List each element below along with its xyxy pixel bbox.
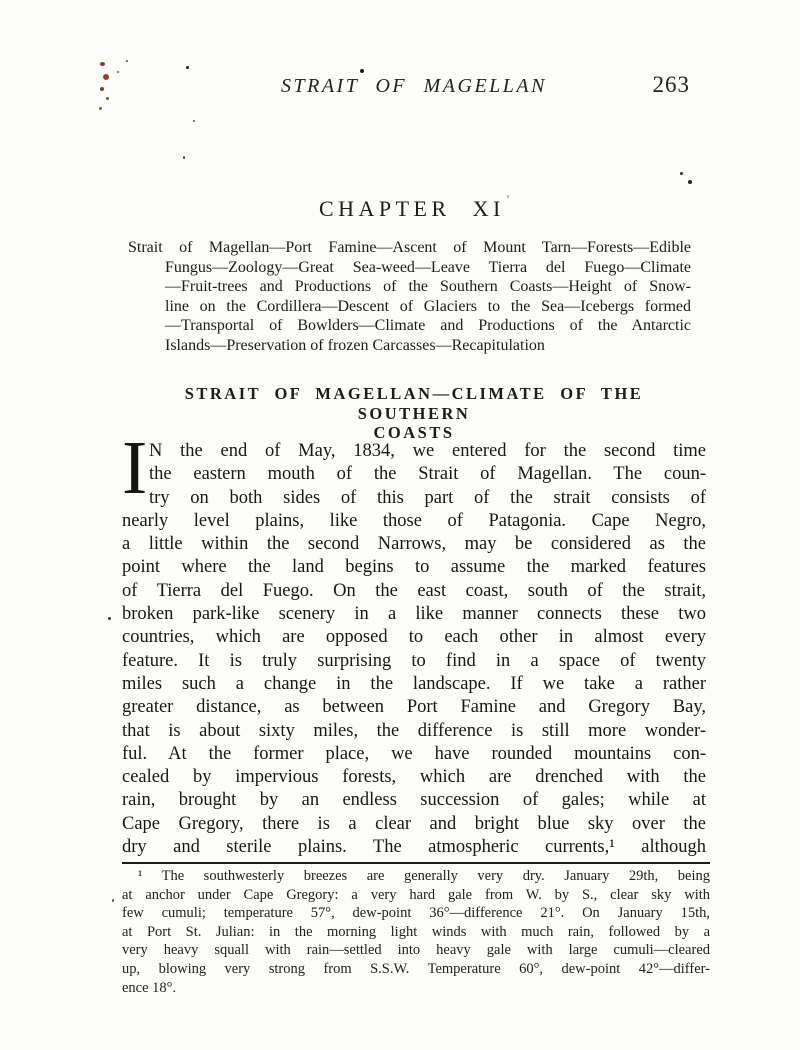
scan-speck (186, 66, 189, 69)
chapter-title (122, 192, 706, 222)
running-header-title: STRAIT OF MAGELLAN (281, 75, 547, 97)
body-line: dry and sterile plains. The atmospheric currents,¹ although (122, 837, 706, 858)
scan-speck (193, 120, 195, 122)
body-line: N the end of May, 1834, we entered for the second time (149, 441, 706, 461)
summary-line: —Fruit-trees and Productions of the Southern Coasts—Height of Snow- (165, 278, 691, 295)
foxing-speck (100, 62, 105, 66)
chapter-title-mark: ' (506, 192, 510, 206)
footnote-line: ¹ The southwesterly breezes are generally very dry. January 29th, being (138, 868, 710, 884)
body-line: greater distance, as between Port Famine and Gregory Bay, (122, 697, 706, 718)
body-line: cealed by impervious forests, which are drenched with the (122, 767, 706, 788)
foxing-speck (126, 60, 128, 62)
scan-speck (183, 156, 185, 159)
foxing-speck (103, 74, 109, 80)
summary-line: Fungus—Zoology—Great Sea-weed—Leave Tierra del Fuego—Climate (165, 258, 691, 276)
foxing-speck (100, 87, 104, 91)
summary-line: line on the Cordillera—Descent of Glaciers to the Sea—Icebergs formed (165, 297, 691, 315)
scan-speck (688, 180, 692, 184)
footnote-line: at anchor under Cape Gregory: a very hard gale from W. by S., clear sky with (122, 886, 710, 903)
scan-speck (112, 899, 114, 902)
scan-speck (360, 69, 364, 73)
body-line: miles such a change in the landscape. If we take a rather (122, 673, 706, 694)
summary-line: —Transportal of Bowlders—Climate and Productions of the Antarctic (165, 317, 691, 334)
section-heading (122, 384, 706, 443)
section-heading-line2: COASTS (373, 423, 455, 442)
running-header (122, 72, 706, 98)
scan-speck (108, 617, 111, 620)
body-line: of Tierra del Fuego. On the east coast, south of the strait, (122, 580, 706, 601)
scan-speck (680, 172, 683, 175)
summary-line: Islands—Preservation of frozen Carcasses—Recapitulation (165, 336, 545, 354)
summary-line: Strait of Magellan—Port Famine—Ascent of Mount Tarn—Forests—Edible (128, 239, 691, 256)
footnote-rule (122, 862, 710, 864)
body-paragraph (122, 426, 706, 859)
page-number: 263 (652, 72, 690, 97)
chapter-summary (128, 238, 691, 355)
chapter-title-text: CHAPTER XI (318, 196, 505, 221)
body-line: broken park-like scenery in a like manner connects these two (122, 604, 706, 625)
body-line: a little within the second Narrows, may be considered as the (122, 534, 706, 555)
body-line: that is about sixty miles, the difference is still more wonder- (122, 720, 706, 741)
body-line: rain, brought by an endless succession of gales; while at (122, 790, 706, 811)
foxing-speck (106, 97, 109, 100)
body-line: nearly level plains, like those of Patagonia. Cape Negro, (122, 510, 706, 531)
footnote-line: very heavy squall with rain—settled into heavy gale with large cumuli—cleared (122, 942, 710, 959)
body-line: the eastern mouth of the Strait of Magellan. The coun- (149, 464, 706, 485)
footnote-line: ence 18°. (122, 979, 177, 996)
footnote-line: up, blowing very strong from S.S.W. Temperature 60°, dew-point 42°—differ- (122, 960, 710, 977)
footnote-line: at Port St. Julian: in the morning light winds with much rain, followed by a (122, 923, 710, 940)
section-heading-line1: STRAIT OF MAGELLAN—CLIMATE OF THE SOUTHERN (184, 384, 644, 423)
body-line: Cape Gregory, there is a clear and bright blue sky over the (122, 813, 706, 834)
footnote (122, 867, 710, 997)
body-line: countries, which are opposed to each other in almost every (122, 627, 706, 648)
body-line: ful. At the former place, we have rounded mountains con- (122, 743, 706, 764)
body-line: try on both sides of this part of the strait consists of (149, 487, 706, 508)
foxing-speck (99, 107, 102, 110)
dropcap-letter: I (122, 426, 148, 510)
body-line: point where the land begins to assume the marked features (122, 557, 706, 578)
footnote-line: few cumuli; temperature 57°, dew-point 36°—difference 21°. On January 15th, (122, 905, 710, 922)
foxing-speck (117, 71, 119, 73)
body-line: feature. It is truly surprising to find in a space of twenty (122, 650, 706, 671)
